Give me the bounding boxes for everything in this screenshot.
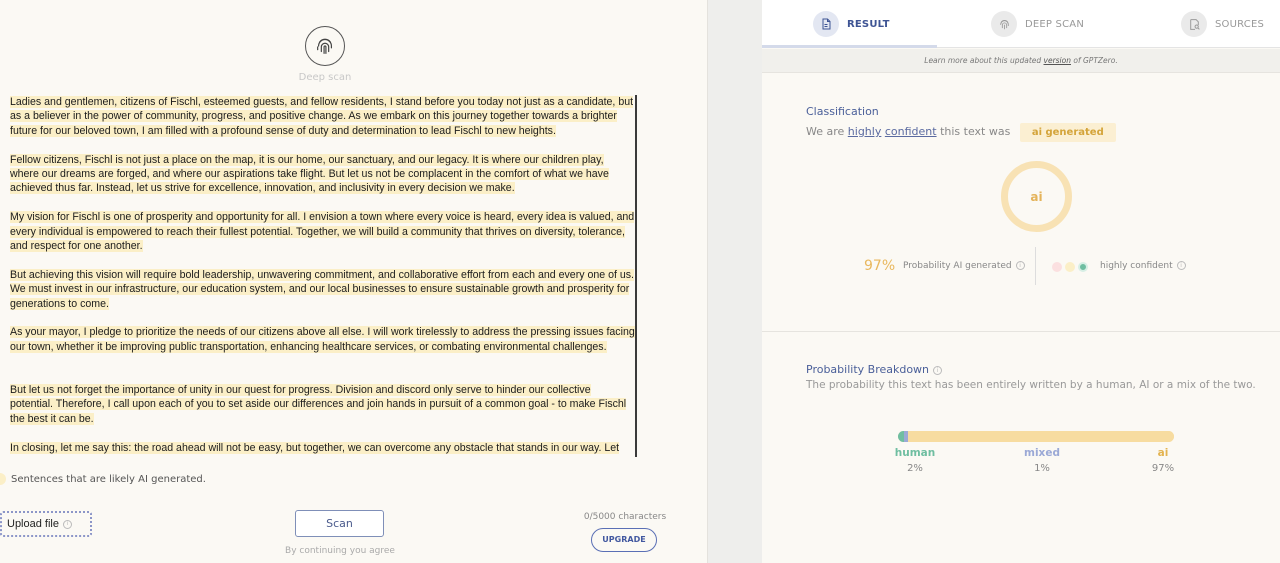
ai-sentence-highlight: In closing, let me say this: the road ahead will not be easy, but together, we can overcome any obstacle that stands in our way. Let [10,441,620,454]
ai-label: ai [1157,447,1169,459]
paragraph [10,441,635,455]
ai-sentence-highlight: Fellow citizens, Fischl is not just a place on the map, it is our home, our sanctuary, and our legacy. It is where our children play, where our dreams are forged, and where our aspirations take flight. But let us not be complacent in the comfort of what we have achieved thus far. Instead, let us strive for excellence, innovation, and inclusivity in every decision we make. [10,153,609,195]
highly-link[interactable]: highly [847,125,882,138]
version-notice [762,49,1280,73]
tab-label: RESULT [847,18,890,30]
paragraph [10,153,635,196]
document-text[interactable] [10,95,637,457]
probability-bar [898,431,1174,442]
terms-notice: By continuing you agree [285,546,395,556]
search-document-icon [1181,11,1207,37]
ai-sentence-highlight: But achieving this vision will require bold leadership, unwavering commitment, and collaborative effort from each and every one of us. We must invest in our infrastructure, our education system, and our local businesses to ensure sustainable growth and prosperity for generations to come. [10,268,634,310]
ai-probability-label [903,261,1025,271]
paragraph [10,325,635,354]
legend-label: Sentences that are likely AI generated. [11,474,206,485]
ai-sentence-highlight: Ladies and gentlemen, citizens of Fischl, esteemed guests, and fellow residents, I stand before you today not just as a candidate, but as a believer in the power of community, progress, and positive change. As we embark on this journey together towards a brighter future for our beloved town, I am filled with a profound sense of duty and determination to lead Fischl to new heights. [10,96,634,137]
confidence-dot-low [1052,262,1062,272]
paragraph [10,210,635,253]
classification-text-end: this text was [936,125,1011,138]
probability-label-text: Probability AI generated [903,261,1012,271]
upload-file-button[interactable] [0,511,92,537]
tab-label: SOURCES [1215,18,1265,30]
ai-value: 97% [1151,463,1175,474]
info-icon[interactable]: i [933,366,942,375]
tab-deep-scan[interactable] [991,9,1084,39]
classification-title: Classification [806,105,879,118]
divider [1035,247,1036,285]
ai-probability-ring [1001,161,1072,232]
notice-text-end: of GPTZero. [1071,56,1118,65]
section-divider [762,331,1280,332]
upgrade-button[interactable]: UPGRADE [591,528,657,552]
scan-button[interactable]: Scan [295,510,384,537]
confidence-dot-high [1078,262,1088,272]
tab-sources[interactable] [1181,9,1264,39]
breakdown-description: The probability this text has been entirely written by a human, AI or a mix of the two. [806,379,1256,391]
ai-sentence-highlight: But let us not forget the importance of unity in our quest for progress. Division and discord only serve to hinder our collective potential. Therefore, I call upon each of you to set aside our differences and join hands in pursuit of a common goal - to make Fischl the best it can be. [10,384,627,425]
fingerprint-icon [314,35,336,57]
mixed-value: 1% [1034,463,1050,474]
info-icon[interactable]: i [1016,261,1025,270]
info-icon[interactable]: i [1177,261,1186,270]
human-label: human [894,447,936,459]
paragraph [10,268,635,311]
ai-sentence-highlight: As your mayor, I pledge to prioritize the needs of our citizens above all else. I will work tirelessly to address the pressing issues facing our town, whether it be improving public transportation, enhancing healthcare services, or combating environmental challenges. [10,326,635,353]
confidence-dot-medium [1065,262,1075,272]
confidence-dots [1052,262,1088,272]
ai-probability-value: 97% [864,258,896,274]
notice-text: Learn more about this updated [924,56,1044,65]
document-icon [813,11,839,37]
info-icon[interactable]: i [63,520,72,529]
mixed-label: mixed [1024,447,1060,459]
highlight-swatch [0,473,6,485]
deep-scan-button[interactable] [305,26,345,66]
ai-segment [908,431,1174,442]
results-tabs [762,0,1280,48]
classification-badge: ai generated [1020,123,1116,142]
character-count: 0/5000 characters [583,512,667,522]
version-link[interactable]: version [1043,56,1071,65]
confidence-label-text: highly confident [1100,261,1173,271]
confidence-label [1100,261,1186,271]
results-panel [762,0,1280,563]
tab-result[interactable] [813,9,890,39]
confident-link[interactable]: confident [884,125,937,138]
fingerprint-icon [991,11,1017,37]
highlight-legend [0,473,206,485]
ring-label: ai [1030,189,1043,204]
active-tab-indicator [762,45,937,48]
tab-label: DEEP SCAN [1025,18,1084,30]
breakdown-title-text: Probability Breakdown [806,363,930,376]
paragraph [10,383,635,426]
ai-sentence-highlight: My vision for Fischl is one of prosperity and opportunity for all. I envision a town where every voice is heard, every idea is valued, and every individual is empowered to reach their fullest potential. Together, we will build a community that thrives on diversity, tolerance, and respect for one another. [10,211,635,253]
human-value: 2% [907,463,923,474]
deep-scan-label: Deep scan [298,72,352,83]
upload-label: Upload file [7,518,59,530]
classification-sentence [806,123,1116,142]
paragraph [10,95,635,138]
classification-text: We are [806,125,848,138]
breakdown-title [806,363,942,376]
